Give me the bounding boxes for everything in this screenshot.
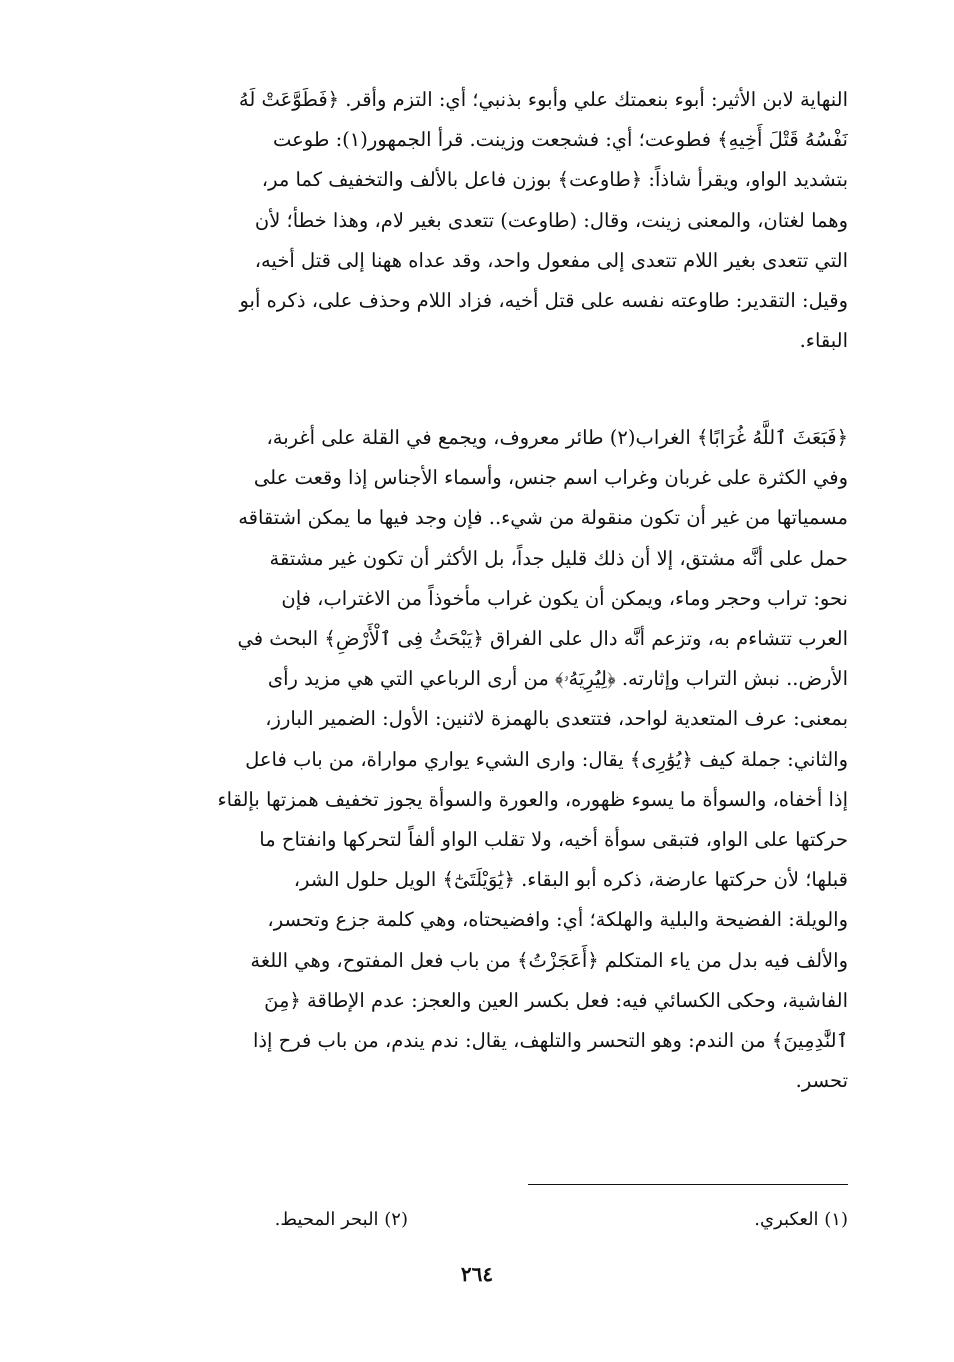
paragraph-2 (82, 418, 848, 1101)
text-line: ﴿فَبَعَثَ ٱللَّهُ غُرَابًا﴾ الغراب(٢) طائر معروف، ويجمع في القلة على أغربة، (266, 426, 848, 449)
text-line: الفاشية، وحكى الكسائي فيه: فعل بكسر العين والعجز: عدم الإطاقة ﴿مِنَ (264, 988, 848, 1012)
footnote-divider (528, 1184, 848, 1185)
text-line: وفي الكثرة على غربان وغراب اسم جنس، وأسماء الأجناس إذا وقعت على (253, 466, 848, 490)
paragraph-1 (82, 80, 848, 361)
text-line: وقيل: التقدير: طاوعته نفسه على قتل أخيه، فزاد اللام وحذف على، ذكره أبو (239, 289, 848, 313)
text-line: نَفْسُهُ قَتْلَ أَخِيهِ﴾ فطوعت؛ أي: فشجعت وزينت. قرأ الجمهور(١): طوعت (273, 128, 848, 152)
text-line: ٱلنَّٰدِمِينَ﴾ من الندم: وهو التحسر والتلهف، يقال: ندم يندم، من باب فرح إذا (252, 1029, 848, 1053)
text-line: البقاء. (799, 329, 848, 353)
text-line: نحو: تراب وحجر وماء، ويمكن أن يكون غراب مأخوذاً من الاغتراب، فإن (281, 586, 848, 610)
text-line: الأرض.. نبش التراب وإثارته. ﴿لِيُرِيَهُۥ﴾ من أرى الرباعي التي هي مزيد رأى (267, 667, 848, 691)
text-line: وهما لغتان، والمعنى زينت، وقال: (طاوعت) تتعدى بغير لام، وهذا خطأ؛ لأن (254, 208, 848, 232)
footnote-1: (١) العكبري. (754, 1209, 848, 1230)
text-line: العرب تتشاءم به، وتزعم أنَّه دال على الفراق ﴿يَبْحَثُ فِى ٱلْأَرْضِ﴾ البحث في (237, 627, 848, 651)
text-line: حركتها على الواو، فتبقى سوأة أخيه، ولا تقلب الواو ألفاً لتحركها وانفتاح ما (259, 828, 848, 852)
text-line: بتشديد الواو، ويقرأ شاذاً: ﴿طاوعت﴾ بوزن فاعل بالألف والتخفيف كما مر، (261, 168, 848, 192)
text-line: إذا أخفاه، والسوأة ما يسوء ظهوره، والعورة والسوأة يجوز تخفيف همزتها بإلقاء (217, 787, 848, 811)
text-line: حمل على أنَّه مشتق، إلا أن ذلك قليل جداً، بل الأكثر أن تكون غير مشتقة (269, 546, 848, 570)
text-line: النهاية لابن الأثير: أبوء بنعمتك علي وأبوء بذنبي؛ أي: التزم وأقر. ﴿فَطَوَّعَتْ لَهُ (238, 88, 848, 111)
text-line: قبلها؛ لأن حركتها عارضة، ذكره أبو البقاء. ﴿يَٰوَيْلَتَىٰٓ﴾ الويل حلول الشر، (293, 868, 848, 892)
page-number: ٢٦٤ (460, 1262, 494, 1286)
text-line: مسمياتها من غير أن تكون منقولة من شيء.. فإن وجد فيها ما يمكن اشتقاقه (238, 506, 848, 530)
text-line: والثاني: جملة كيف ﴿يُوَٰرِى﴾ يقال: وارى الشيء يواري مواراة، من باب فاعل (245, 747, 848, 771)
text-line: تحسر. (795, 1069, 848, 1093)
text-line: بمعنى: عرف المتعدية لواحد، فتتعدى بالهمزة لاثنين: الأول: الضمير البارز، (265, 707, 848, 731)
text-line: التي تتعدى بغير اللام تتعدى إلى مفعول واحد، وقد عداه ههنا إلى قتل أخيه، (254, 248, 848, 272)
text-line: والويلة: الفضيحة والبلية والهلكة؛ أي: وافضيحتاه، وهي كلمة جزع وتحسر، (267, 908, 848, 932)
text-line: والألف فيه بدل من ياء المتكلم ﴿أَعَجَزْتُ﴾ من باب فعل المفتوح، وهي اللغة (250, 948, 848, 972)
footnote-2: (٢) البحر المحيط. (274, 1209, 408, 1230)
